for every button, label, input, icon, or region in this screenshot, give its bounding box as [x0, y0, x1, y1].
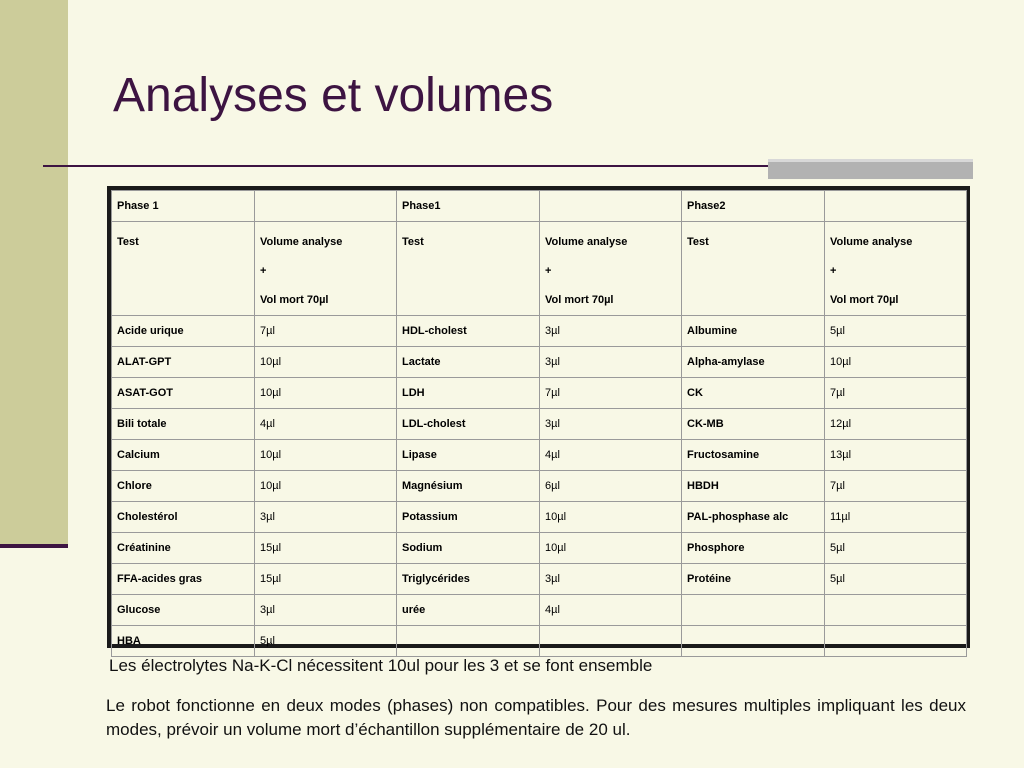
- phase-cell: [825, 191, 967, 222]
- volume-header: [540, 222, 682, 316]
- volume-cell: 10µl: [255, 347, 397, 378]
- volume-cell: 7µl: [255, 316, 397, 347]
- volume-cell: 7µl: [825, 471, 967, 502]
- table-row: [112, 626, 967, 657]
- test-name-cell: Alpha-amylase: [682, 347, 825, 378]
- volume-cell: 4µl: [540, 440, 682, 471]
- volume-cell: 5µl: [825, 316, 967, 347]
- table-row: [112, 595, 967, 626]
- volume-cell: 3µl: [540, 316, 682, 347]
- table-row: [112, 378, 967, 409]
- volume-cell: 5µl: [255, 626, 397, 657]
- volume-header-line: Vol mort 70µl: [260, 294, 329, 306]
- volume-cell: 7µl: [825, 378, 967, 409]
- table-row: [112, 471, 967, 502]
- volume-cell: 3µl: [255, 595, 397, 626]
- test-name-cell: ALAT-GPT: [112, 347, 255, 378]
- phase-row: [112, 191, 967, 222]
- volume-cell: 4µl: [255, 409, 397, 440]
- volume-cell: 5µl: [825, 533, 967, 564]
- analyses-table-frame: [107, 186, 970, 648]
- title-divider: [43, 165, 773, 167]
- volume-cell: 4µl: [540, 595, 682, 626]
- phase-cell: Phase1: [397, 191, 540, 222]
- page-title: Analyses et volumes: [113, 69, 554, 122]
- volume-cell: [825, 595, 967, 626]
- test-name-cell: Magnésium: [397, 471, 540, 502]
- table-row: [112, 564, 967, 595]
- volume-cell: 10µl: [540, 502, 682, 533]
- test-name-cell: Calcium: [112, 440, 255, 471]
- volume-cell: 10µl: [825, 347, 967, 378]
- test-name-cell: HBA: [112, 626, 255, 657]
- test-name-cell: Créatinine: [112, 533, 255, 564]
- test-name-cell: HBDH: [682, 471, 825, 502]
- test-name-cell: Cholestérol: [112, 502, 255, 533]
- volume-cell: 10µl: [255, 378, 397, 409]
- test-name-cell: Triglycérides: [397, 564, 540, 595]
- test-name-cell: Bili totale: [112, 409, 255, 440]
- accent-bar: [768, 159, 973, 179]
- test-name-cell: Chlore: [112, 471, 255, 502]
- volume-header-line: Volume analyse: [830, 236, 913, 248]
- test-name-cell: Albumine: [682, 316, 825, 347]
- volume-cell: 11µl: [825, 502, 967, 533]
- test-header: Test: [112, 222, 255, 316]
- phase-cell: [255, 191, 397, 222]
- test-header: Test: [682, 222, 825, 316]
- volume-cell: 10µl: [255, 440, 397, 471]
- test-name-cell: LDL-cholest: [397, 409, 540, 440]
- volume-cell: 15µl: [255, 564, 397, 595]
- volume-header-line: +: [830, 265, 837, 277]
- test-name-cell: Glucose: [112, 595, 255, 626]
- test-name-cell: Sodium: [397, 533, 540, 564]
- table-row: [112, 347, 967, 378]
- volume-cell: 5µl: [825, 564, 967, 595]
- test-name-cell: CK: [682, 378, 825, 409]
- table-row: [112, 409, 967, 440]
- volume-cell: 13µl: [825, 440, 967, 471]
- test-name-cell: [682, 595, 825, 626]
- volume-header-line: +: [545, 265, 552, 277]
- test-name-cell: urée: [397, 595, 540, 626]
- table-row: [112, 316, 967, 347]
- volume-cell: 3µl: [540, 347, 682, 378]
- electrolytes-note: Les électrolytes Na-K-Cl nécessitent 10ul pour les 3 et se font ensemble: [109, 656, 653, 675]
- test-name-cell: FFA-acides gras: [112, 564, 255, 595]
- test-name-cell: Lipase: [397, 440, 540, 471]
- test-name-cell: LDH: [397, 378, 540, 409]
- volume-cell: 15µl: [255, 533, 397, 564]
- test-name-cell: PAL-phosphase alc: [682, 502, 825, 533]
- volume-header-line: Vol mort 70µl: [545, 294, 614, 306]
- volume-cell: 6µl: [540, 471, 682, 502]
- test-name-cell: [682, 626, 825, 657]
- analyses-table: [111, 190, 967, 657]
- left-decorative-band: [0, 0, 68, 548]
- test-name-cell: Potassium: [397, 502, 540, 533]
- test-name-cell: HDL-cholest: [397, 316, 540, 347]
- test-name-cell: Fructosamine: [682, 440, 825, 471]
- accent-bar-highlight: [768, 159, 973, 162]
- volume-cell: 3µl: [540, 564, 682, 595]
- test-name-cell: [397, 626, 540, 657]
- volume-cell: 7µl: [540, 378, 682, 409]
- table-row: [112, 440, 967, 471]
- volume-header-line: Volume analyse: [260, 236, 343, 248]
- volume-header-line: Volume analyse: [545, 236, 628, 248]
- volume-cell: [825, 626, 967, 657]
- phase-cell: Phase 1: [112, 191, 255, 222]
- test-name-cell: ASAT-GOT: [112, 378, 255, 409]
- phase-cell: Phase2: [682, 191, 825, 222]
- test-name-cell: Protéine: [682, 564, 825, 595]
- table-row: [112, 502, 967, 533]
- test-name-cell: CK-MB: [682, 409, 825, 440]
- volume-header-line: +: [260, 265, 267, 277]
- column-header-row: [112, 222, 967, 316]
- robot-mode-paragraph: Le robot fonctionne en deux modes (phases) non compatibles. Pour des mesures multiples impliquant les deux modes, prévoir un volume mort d’échantillon supplémentaire de 20 ul.: [106, 696, 966, 739]
- table-row: [112, 533, 967, 564]
- volume-header-line: Vol mort 70µl: [830, 294, 899, 306]
- volume-cell: 10µl: [255, 471, 397, 502]
- volume-cell: 10µl: [540, 533, 682, 564]
- volume-header: [825, 222, 967, 316]
- volume-header: [255, 222, 397, 316]
- test-header: Test: [397, 222, 540, 316]
- phase-cell: [540, 191, 682, 222]
- test-name-cell: Acide urique: [112, 316, 255, 347]
- test-name-cell: Lactate: [397, 347, 540, 378]
- volume-cell: 3µl: [255, 502, 397, 533]
- volume-cell: 12µl: [825, 409, 967, 440]
- volume-cell: [540, 626, 682, 657]
- test-name-cell: Phosphore: [682, 533, 825, 564]
- left-band-underline: [0, 544, 68, 548]
- volume-cell: 3µl: [540, 409, 682, 440]
